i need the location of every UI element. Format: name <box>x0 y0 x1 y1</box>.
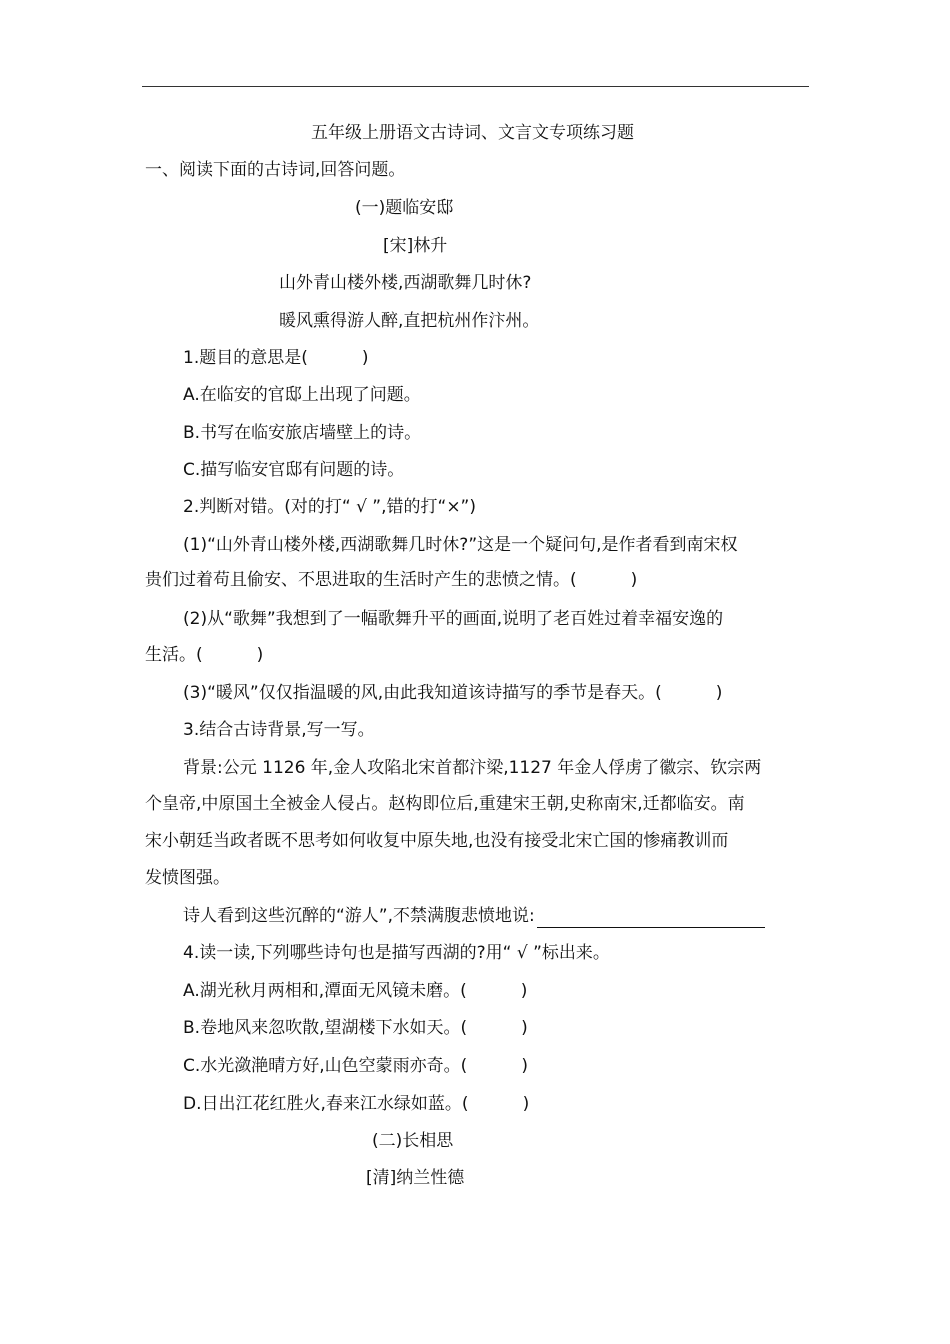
question-3-stem: 3.结合古诗背景,写一写。 <box>183 720 375 740</box>
poem1-line-1: 山外青山楼外楼,西湖歌舞几时休? <box>279 273 532 293</box>
background-para-line-4: 发愤图强。 <box>145 868 230 888</box>
worksheet-title: 五年级上册语文古诗词、文言文专项练习题 <box>311 123 634 143</box>
question-4-option-d: D.日出江花红胜火,春来江水绿如蓝。( ) <box>183 1094 530 1114</box>
poem1-line-2: 暖风熏得游人醉,直把杭州作汴州。 <box>279 311 540 331</box>
question-4-stem: 4.读一读,下列哪些诗句也是描写西湖的?用“ √ ”标出来。 <box>183 943 610 963</box>
question-4-option-a: A.湖光秋月两相和,潭面无风镜未磨。( ) <box>183 981 528 1001</box>
question-1-stem: 1.题目的意思是( ) <box>183 348 369 368</box>
question-2-statement-3: (3)“暖风”仅仅指温暖的风,由此我知道该诗描写的季节是春天。( ) <box>183 683 723 703</box>
answer-blank[interactable] <box>537 909 765 928</box>
question-2-statement-2-cont: 生活。( ) <box>145 645 264 665</box>
question-2-statement-1-cont: 贵们过着苟且偷安、不思进取的生活时产生的悲愤之情。( ) <box>145 570 638 590</box>
poem1-title: (一)题临安邸 <box>355 198 454 218</box>
section-heading: 一、阅读下面的古诗词,回答问题。 <box>145 160 406 180</box>
question-2-statement-1: (1)“山外青山楼外楼,西湖歌舞几时休?”这是一个疑问句,是作者看到南宋权 <box>183 535 738 555</box>
background-para-line-3: 宋小朝廷当政者既不思考如何收复中原失地,也没有接受北宋亡国的惨痛教训而 <box>145 831 729 851</box>
question-2-stem: 2.判断对错。(对的打“ √ ”,错的打“×”) <box>183 497 477 517</box>
question-1-option-a: A.在临安的官邸上出现了问题。 <box>183 385 421 405</box>
poem2-title: (二)长相思 <box>372 1131 454 1151</box>
question-1-option-b: B.书写在临安旅店墙壁上的诗。 <box>183 423 422 443</box>
question-4-option-b: B.卷地风来忽吹散,望湖楼下水如天。( ) <box>183 1018 528 1038</box>
header-rule <box>142 86 809 87</box>
background-para-line-2: 个皇帝,中原国土全被金人侵占。赵构即位后,重建宋王朝,史称南宋,迁都临安。南 <box>145 794 745 814</box>
question-1-option-c: C.描写临安官邸有问题的诗。 <box>183 460 405 480</box>
question-3-prompt: 诗人看到这些沉醉的“游人”,不禁满腹悲愤地说: <box>183 904 765 928</box>
background-para-line-1: 背景:公元 1126 年,金人攻陷北宋首都汴梁,1127 年金人俘虏了徽宗、钦宗两 <box>183 758 762 778</box>
question-2-statement-2: (2)从“歌舞”我想到了一幅歌舞升平的画面,说明了老百姓过着幸福安逸的 <box>183 609 724 629</box>
poem1-author: [宋]林升 <box>383 236 448 256</box>
question-4-option-c: C.水光潋滟晴方好,山色空蒙雨亦奇。( ) <box>183 1056 528 1076</box>
poem2-author: [清]纳兰性德 <box>366 1168 465 1188</box>
